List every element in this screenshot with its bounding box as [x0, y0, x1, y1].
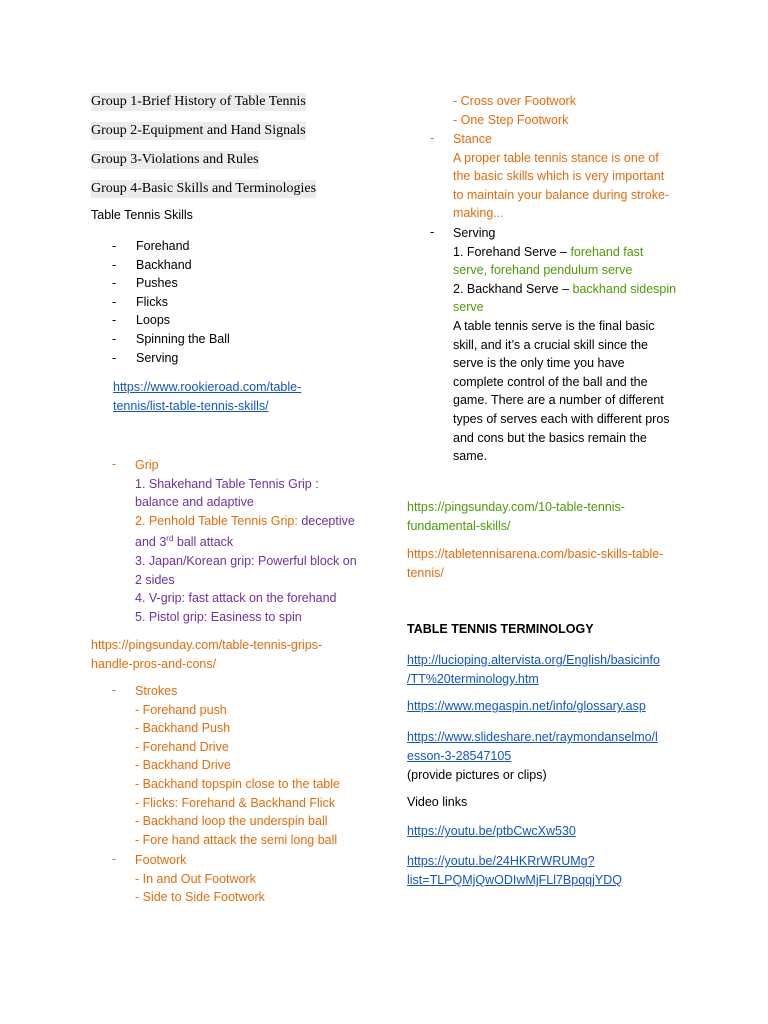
strokes-section: [135, 682, 340, 849]
stance-title: Stance: [453, 132, 492, 146]
megaspin-link[interactable]: https://www.megaspin.net/info/glossary.asp: [407, 699, 646, 713]
stance-section: Stance A proper table tennis stance is one of the basic skills which is very important to maintain your balance during stroke- making...: [453, 132, 670, 221]
list-item: - Fore hand attack the semi long ball: [135, 832, 338, 847]
list-item: - Pushes: [112, 274, 230, 293]
list-item: - Backhand Push: [135, 721, 231, 736]
list-item: - Loops: [112, 311, 230, 330]
stance-dash: -: [430, 131, 435, 145]
youtube-link-1[interactable]: https://youtu.be/ptbCwcXw530: [407, 824, 576, 838]
footwork-dash: -: [112, 852, 117, 866]
slideshare-block: [407, 728, 658, 785]
footwork-section: [135, 851, 265, 907]
list-item: - Backhand loop the underspin ball: [135, 814, 328, 829]
list-item: - In and Out Footwork: [135, 871, 256, 886]
grip-title: Grip: [135, 458, 159, 472]
list-item: - Backhand: [112, 256, 230, 275]
grips-link[interactable]: https://pingsunday.com/table-tennis-grips- handle-pros-and-cons/: [91, 638, 323, 671]
footwork-continued: [453, 92, 576, 129]
list-item: - Spinning the Ball: [112, 330, 230, 349]
grip-section: Grip 1. Shakehand Table Tennis Grip : balance and adaptive 2. Penhold Table Tennis Grip: deceptive and 3rd ball attack 3. Japan/Korean grip: Powerful block on 2 sides 4. V-grip: fast attack on the forehand 5. Pistol grip: Easiness to spin: [135, 458, 357, 624]
list-item: - Flicks: [112, 293, 230, 312]
list-item: - Forehand Drive: [135, 739, 229, 754]
slideshare-link[interactable]: https://www.slideshare.net/raymondanselmo/l esson-3-28547105: [407, 730, 658, 763]
footwork-title: Footwork: [135, 853, 187, 867]
list-item: - Flicks: Forehand & Backhand Flick: [135, 795, 336, 810]
skills-list: [112, 237, 230, 367]
group-4-heading: Group 4-Basic Skills and Terminologies: [91, 181, 317, 196]
list-item: - Side to Side Footwork: [135, 890, 265, 905]
group-1-heading: Group 1-Brief History of Table Tennis: [91, 94, 306, 109]
list-item: - Backhand Drive: [135, 758, 231, 773]
list-item: - Backhand topspin close to the table: [135, 776, 340, 791]
list-item: - One Step Footwork: [453, 112, 569, 127]
provide-note: (provide pictures or clips): [407, 768, 547, 782]
group-2-heading: Group 2-Equipment and Hand Signals: [91, 123, 306, 138]
serving-dash: -: [430, 225, 435, 239]
serving-title: Serving: [453, 226, 496, 240]
group-3-heading: Group 3-Violations and Rules: [91, 152, 259, 167]
grip-dash: -: [112, 457, 117, 471]
list-item: - Serving: [112, 349, 230, 368]
serving-section: Serving 1. Forehand Serve – forehand fast serve, forehand pendulum serve 2. Backhand Serve – backhand sidespin serve A table tennis serve is the final basic skill, and it’s a crucial skill since the serve is the only time you have complete control of the ball and the game. There are a number of different types of serves each with different pros and cons but the basics remain the same.: [453, 226, 677, 464]
strokes-title: Strokes: [135, 684, 178, 698]
list-item: - Forehand: [112, 237, 230, 256]
youtube-link-2[interactable]: https://youtu.be/24HKRrWRUMg? list=TLPQMjQwODIwMjFLl7BpqqjYDQ: [407, 854, 622, 887]
skills-heading: Table Tennis Skills: [91, 208, 193, 222]
strokes-dash: -: [112, 683, 117, 697]
rookieroad-link[interactable]: https://www.rookieroad.com/table- tennis/list-table-tennis-skills/: [113, 380, 302, 413]
list-item: - Cross over Footwork: [453, 94, 576, 108]
terminology-heading: TABLE TENNIS TERMINOLOGY: [407, 622, 594, 636]
lucioping-link[interactable]: http://lucioping.altervista.org/English/basicinfo /TT%20terminology.htm: [407, 653, 660, 686]
list-item: - Forehand push: [135, 702, 227, 717]
video-links-heading: Video links: [407, 795, 468, 809]
fundamental-skills-link[interactable]: https://pingsunday.com/10-table-tennis- fundamental-skills/: [407, 500, 625, 533]
tabletennisarena-link[interactable]: https://tabletennisarena.com/basic-skills-table- tennis/: [407, 547, 664, 580]
